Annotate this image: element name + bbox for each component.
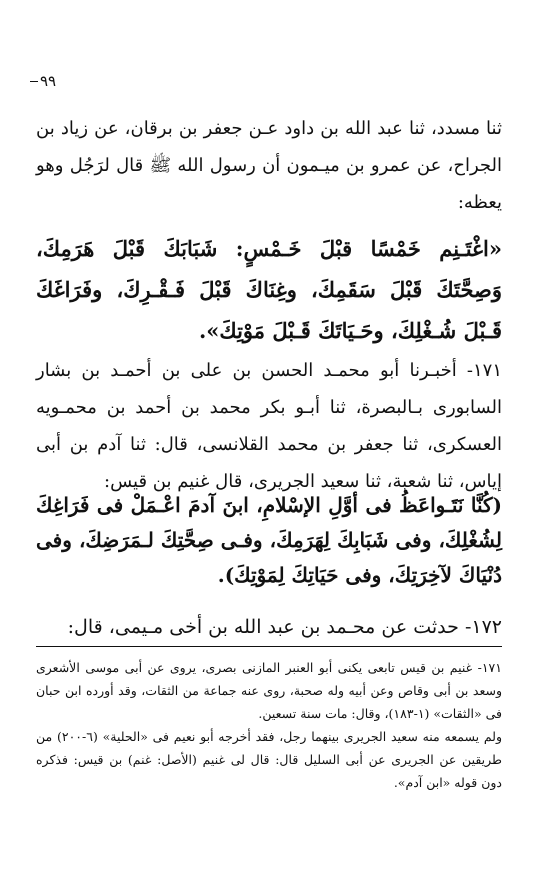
footnote-divider bbox=[36, 646, 502, 647]
hadith-quote: «اغْتَـنِم خَمْسًا قبْلَ خَـمْسٍ: شَبَابَكَ قَبْلَ هَرَمِكَ، وَصِحَّتَكَ قَبْلَ سَقَمِكَ، وغِنَاكَ قَبْلَ فَـقْـرِكَ، وفَرَاغَكَ قَـبْلَ شُـغْلِكَ، وحَـيَاتَكَ قَـبْلَ مَوْتِكَ». bbox=[36, 236, 502, 343]
footnote-171-line-2: ولم يسمعه منه سعيد الجريرى بينهما رجل، فقد أخرجه أبو نعيم فى «الحلية» (٦-٢٠٠) من طريقين عن الجريرى عن أبى السليل قال: قال لى غنيم (الأصل: غنم) بن قيس: فذكره دون قوله «ابن آدم». bbox=[36, 729, 503, 790]
footnote-171-line-1: ١٧١- غنيم بن قيس تابعى يكنى أبو العنبر المازنى بصرى، يروى عن أبى موسى الأشعرى وسعد بن أبى وقاص وعن أبيه وله صحبة، روى عنه جماعة من الثقات، وقد أورده ابن حبان فى «الثقات» (١-١٨٣)، وقال: مات سنة تسعين. bbox=[36, 660, 502, 721]
footnotes bbox=[36, 656, 502, 794]
quote-171: (كُنَّا نَتَـواعَظُ فى أوَّلِ الإسْلامِ، ابنَ آدمَ اعْـمَلْ فى فَرَاغِكَ لِشُغْلِكَ، وفى شَبَابِكَ لِهَرَمِكَ، وفـى صِحَّتِكَ لـمَرَضِكَ، وفى دُنْيَاكَ لآخِرَتِكَ، وفى حَيَاتِكَ لِمَوْتِكَ). bbox=[36, 493, 502, 587]
page-number: ٩٩ bbox=[30, 72, 56, 90]
heading-172: ١٧٢- حدثت عن محـمد بن عبد الله بن أخى مـيمى، قال: bbox=[67, 616, 502, 638]
narration-171: ١٧١- أخبـرنا أبو محمـد الحسن بن على بن أحمـد بن بشار السابورى بـالبصرة، ثنا أبـو بكر محمد بن أحمد بن محمـويه العسكرى، ثنا جعفر بن محمد القلانسى، قال: ثنا آدم بن أبى إياس، ثنا شعبة، ثنا سعيد الجريرى، قال غنيم بن قيس: bbox=[36, 360, 502, 492]
intro-paragraph: ثنا مسدد، ثنا عبد الله بن داود عـن جعفر بن برقان، عن زياد بن الجراح، عن عمرو بن ميـمون أن رسول الله ﷺ قال لرَجُل وهو يعظه: bbox=[36, 118, 502, 213]
